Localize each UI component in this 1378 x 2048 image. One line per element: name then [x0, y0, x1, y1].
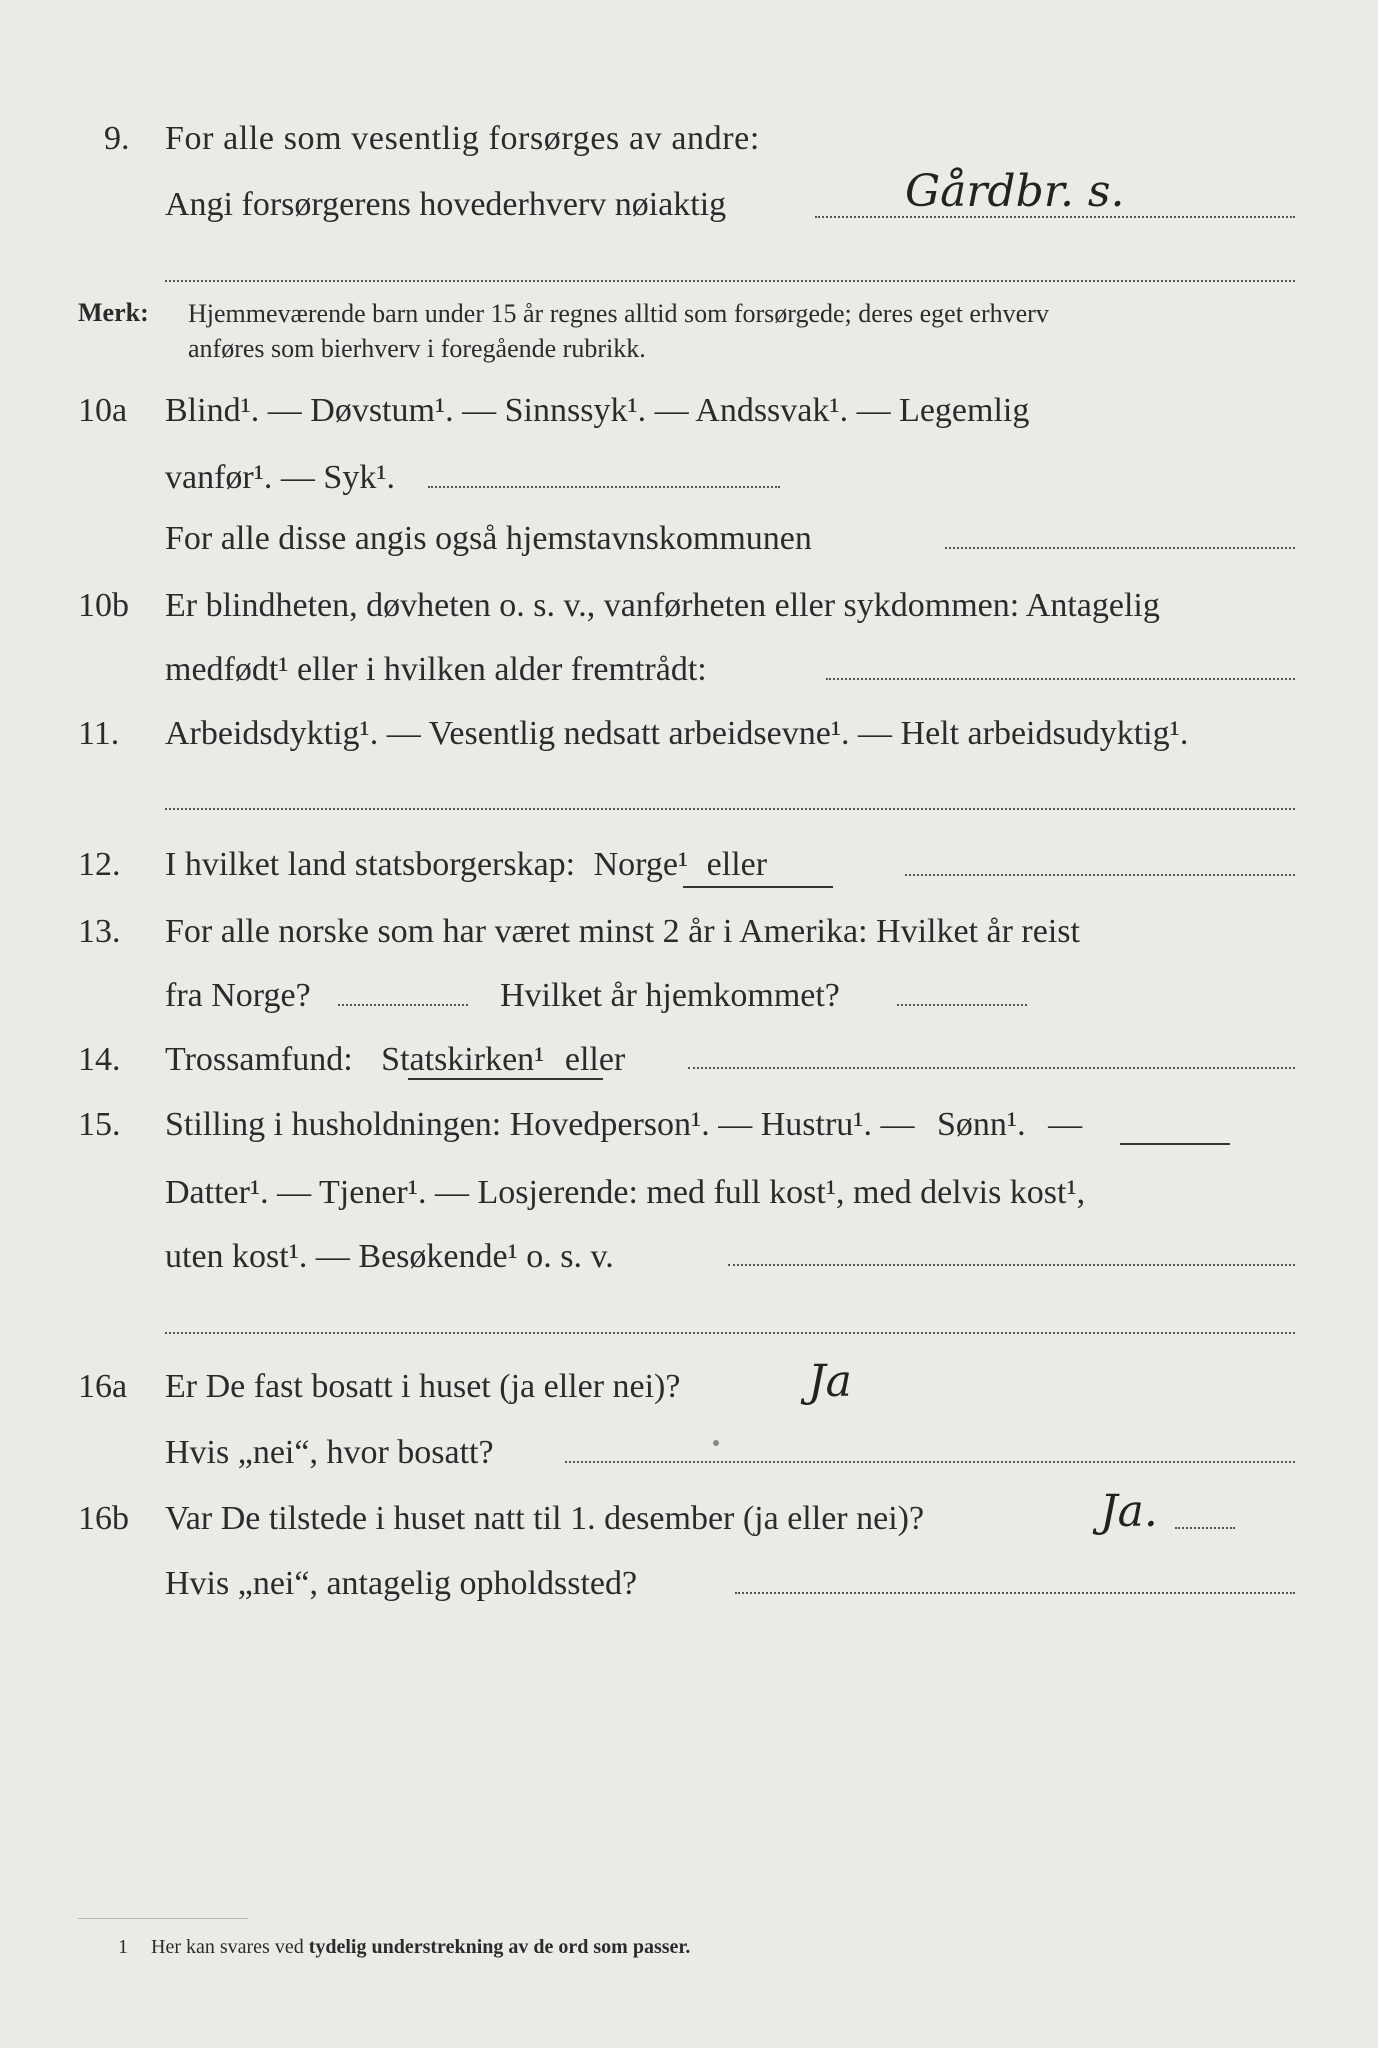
- question-12-text: [165, 848, 767, 882]
- question-16b-number: 16b: [78, 1500, 129, 1537]
- question-15-text-line-2: Datter¹. — Tjener¹. — Losjerende: med full kost¹, med delvis kost¹,: [165, 1174, 1086, 1211]
- question-10b-text-line-1: Er blindheten, døvheten o. s. v., vanførheten eller sykdommen: Antagelig: [165, 587, 1160, 624]
- question-16a-followup: Hvis „nei“, hvor bosatt?: [165, 1434, 494, 1471]
- question-16a-answer-line[interactable]: [565, 1461, 1295, 1463]
- question-14-number: 14.: [78, 1041, 121, 1078]
- question-15-extra-line[interactable]: [165, 1332, 1295, 1334]
- question-16b-followup: Hvis „nei“, antagelig opholdssted?: [165, 1565, 638, 1602]
- question-13-departed-prompt: fra Norge?: [165, 977, 311, 1014]
- question-10a-text-line-3: For alle disse angis også hjemstavnskommunen: [165, 520, 812, 557]
- question-9-number: 9.: [104, 120, 130, 157]
- question-15-text-line-1: [165, 1108, 1082, 1142]
- question-12-answer-line[interactable]: [905, 874, 1295, 876]
- question-15-number: 15.: [78, 1106, 121, 1143]
- footnote-text: Her kan svares ved: [151, 1936, 304, 1958]
- question-9-handwritten-answer: Gårdbr. s.: [905, 166, 1125, 217]
- question-14-eller: eller: [564, 1041, 626, 1078]
- question-10b-number: 10b: [78, 587, 129, 624]
- question-15-underline-mark: [1120, 1143, 1230, 1145]
- question-11-number: 11.: [78, 715, 120, 752]
- question-15-choice-sonn[interactable]: Sønn¹.: [936, 1106, 1026, 1143]
- question-10a-answer-line[interactable]: [428, 486, 780, 488]
- question-14-text: [165, 1043, 625, 1077]
- question-16b-text: Var De tilstede i huset natt til 1. desember (ja eller nei)?: [165, 1500, 925, 1537]
- question-14-choice-statskirken[interactable]: Statskirken¹: [381, 1041, 545, 1078]
- question-14-prompt: Trossamfund:: [165, 1041, 353, 1078]
- question-10a-text-line-1: Blind¹. — Døvstum¹. — Sinnssyk¹. — Andssvak¹. — Legemlig: [165, 392, 1030, 429]
- question-10a-municipality-line[interactable]: [945, 547, 1295, 549]
- question-16b-answer-line[interactable]: [1175, 1527, 1235, 1529]
- question-9-text: For alle som vesentlig forsørges av andre:: [165, 120, 760, 157]
- question-10a-text-line-2: vanfør¹. — Syk¹.: [165, 459, 396, 496]
- footnote-emphasis: tydelig understrekning av de ord som passer.: [308, 1936, 691, 1958]
- question-14-underline-mark: [408, 1078, 603, 1080]
- question-16a-number: 16a: [78, 1368, 128, 1405]
- question-12-eller: eller: [706, 846, 768, 883]
- question-13-returned-prompt: Hvilket år hjemkommet?: [500, 977, 840, 1014]
- note-label: Merk:: [78, 298, 149, 327]
- question-10b-text-line-2: medfødt¹ eller i hvilken alder fremtrådt:: [165, 651, 707, 688]
- footnote: [118, 1937, 690, 1957]
- question-10a-number: 10a: [78, 392, 128, 429]
- question-9-prompt: Angi forsørgerens hovederhverv nøiaktig: [165, 186, 727, 223]
- question-16a-text: Er De fast bosatt i huset (ja eller nei)?: [165, 1368, 681, 1405]
- question-14-answer-line[interactable]: [688, 1067, 1295, 1069]
- question-11-answer-line[interactable]: [165, 808, 1295, 810]
- question-13-departed-line[interactable]: [338, 1004, 468, 1006]
- question-12-underline-mark: [683, 886, 833, 888]
- question-12-choice-norge[interactable]: Norge¹: [593, 846, 689, 883]
- question-16a-handwritten-answer: Ja: [808, 1356, 852, 1407]
- question-13-number: 13.: [78, 913, 121, 950]
- question-11-text: Arbeidsdyktig¹. — Vesentlig nedsatt arbeidsevne¹. — Helt arbeidsudyktig¹.: [165, 715, 1189, 752]
- question-16b-handwritten-answer: Ja.: [1100, 1486, 1158, 1537]
- question-10b-answer-line[interactable]: [826, 678, 1295, 680]
- question-9-extra-line[interactable]: [165, 280, 1295, 282]
- question-12-number: 12.: [78, 846, 121, 883]
- question-12-prompt: I hvilket land statsborgerskap:: [165, 846, 576, 883]
- question-13-returned-line[interactable]: [897, 1004, 1027, 1006]
- question-16b-location-line[interactable]: [735, 1592, 1295, 1594]
- question-15-text-line-3: uten kost¹. — Besøkende¹ o. s. v.: [165, 1238, 614, 1275]
- footnote-rule: [78, 1918, 248, 1919]
- question-15-prompt: Stilling i husholdningen: Hovedperson¹. — Hustru¹. —: [165, 1106, 915, 1143]
- note-text-line-1: Hjemmeværende barn under 15 år regnes alltid som forsørgede; deres eget erhverv: [188, 299, 1049, 328]
- ink-speck: [713, 1440, 719, 1446]
- footnote-marker: 1: [118, 1936, 128, 1958]
- question-15-dash: —: [1048, 1106, 1083, 1143]
- question-15-answer-line[interactable]: [728, 1264, 1295, 1266]
- note-text-line-2: anføres som bierhverv i foregående rubrikk.: [188, 334, 646, 363]
- question-13-text-line-1: For alle norske som har været minst 2 år i Amerika: Hvilket år reist: [165, 913, 1080, 950]
